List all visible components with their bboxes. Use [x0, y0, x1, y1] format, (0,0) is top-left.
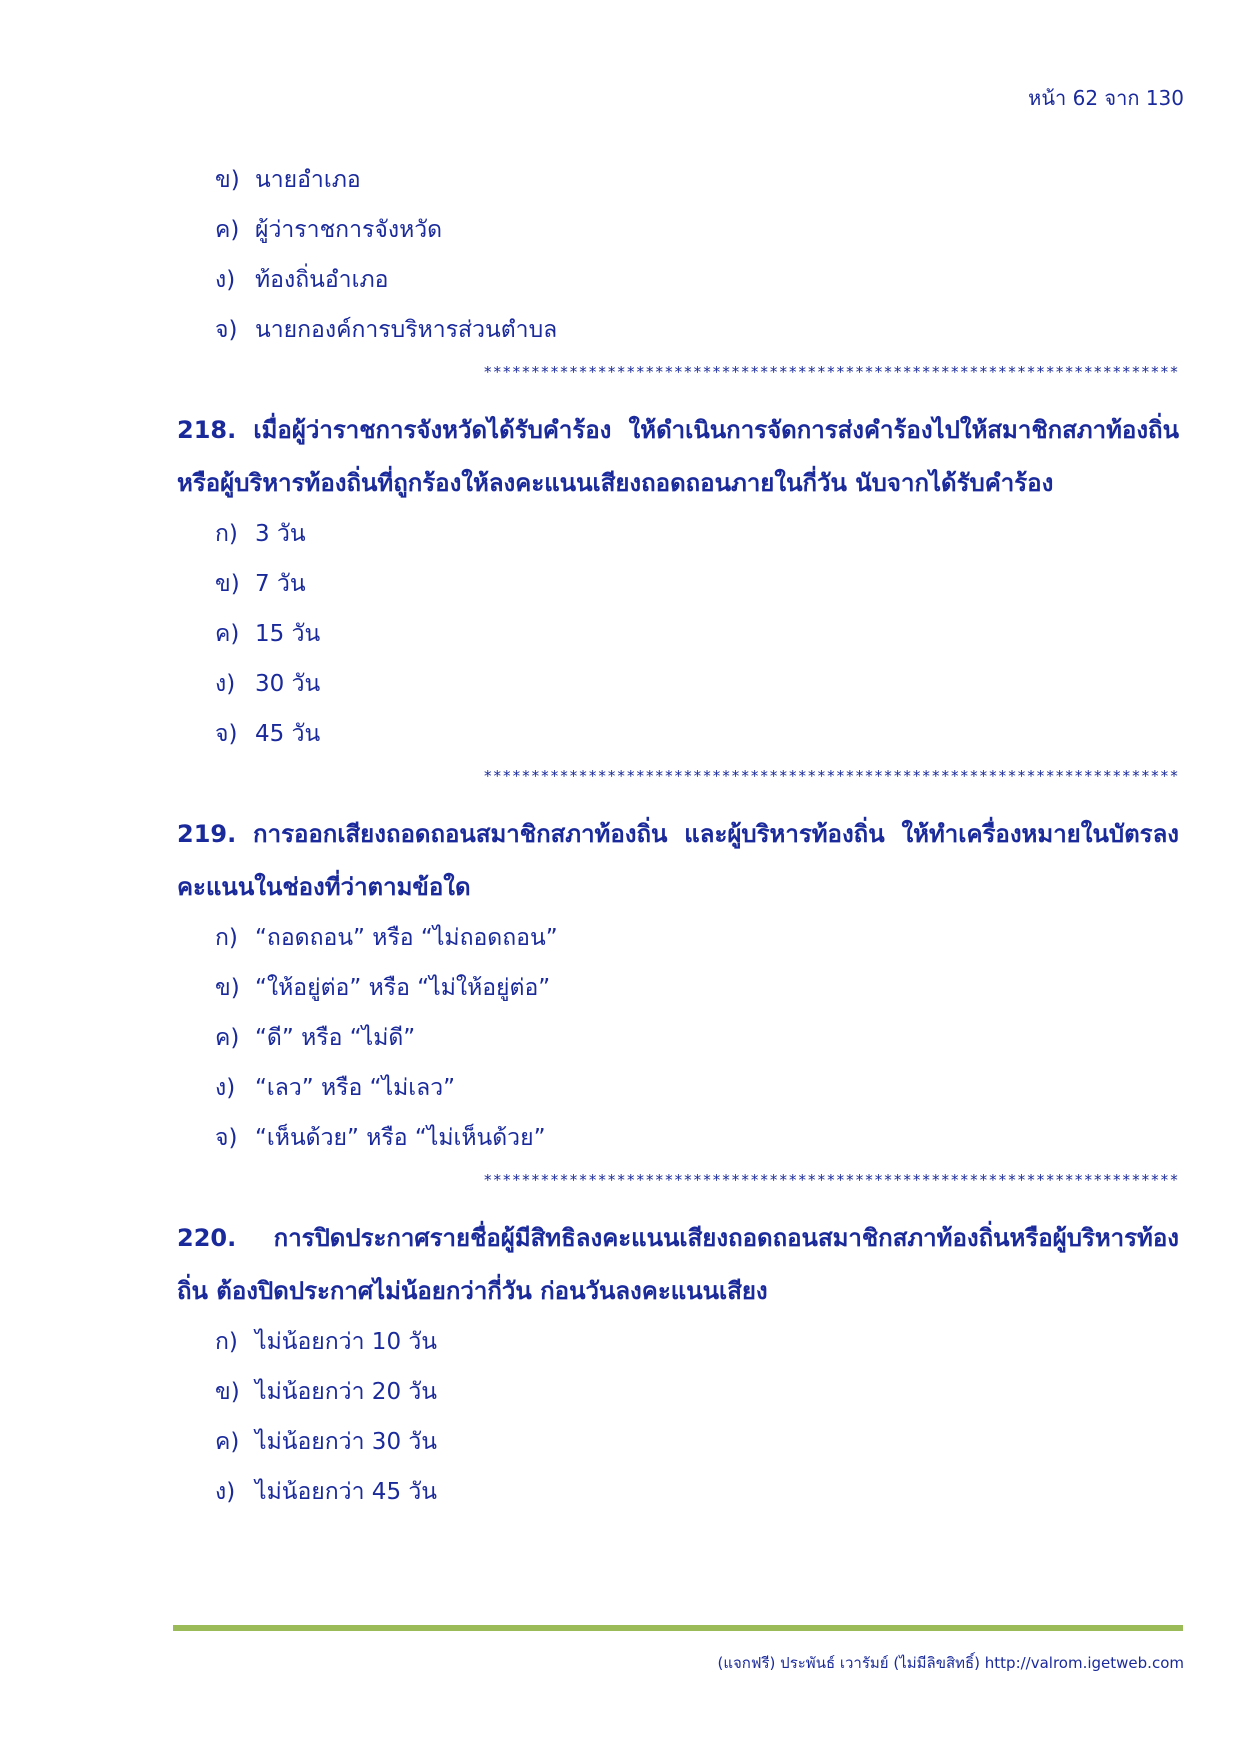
option-text: “ดี” หรือ “ไม่ดี” — [255, 1025, 416, 1051]
option-letter: ข) — [215, 1379, 240, 1405]
option-letter: ข) — [215, 571, 240, 597]
prev-question-options — [177, 160, 1179, 360]
question-220: 220. การปิดประกาศรายชื่อผู้มีสิทธิลงคะแนนเสียงถอดถอนสมาชิกสภาท้องถิ่นหรือผู้บริหารท้องถิ่น ต้องปิดประกาศไม่น้อยกว่ากี่วัน ก่อนวันลงคะแนนเสียง — [177, 1224, 1179, 1305]
question-218: 218. เมื่อผู้ว่าราชการจังหวัดได้รับคำร้อง ให้ดำเนินการจัดการส่งคำร้องไปให้สมาชิกสภาท้องถิ่นหรือผู้บริหารท้องถิ่นที่ถูกร้องให้ลงคะแนนเสียงถอดถอนภายในกี่วัน นับจากได้รับคำร้อง — [177, 416, 1179, 497]
option-text: นายกองค์การบริหารส่วนตำบล — [255, 317, 558, 343]
option — [177, 1118, 1179, 1168]
option-letter: ค) — [215, 621, 240, 647]
question-219: 219. การออกเสียงถอดถอนสมาชิกสภาท้องถิ่น และผู้บริหารท้องถิ่น ให้ทำเครื่องหมายในบัตรลงคะแนนในช่องที่ว่าตามข้อใด — [177, 820, 1179, 901]
option-text: “เลว” หรือ “ไม่เลว” — [255, 1075, 456, 1101]
separator: ************************************************************************* — [483, 1171, 1179, 1189]
separator: ************************************************************************* — [483, 363, 1179, 381]
option-text: ไม่น้อยกว่า 20 วัน — [255, 1379, 438, 1405]
option-letter: ค) — [215, 1025, 240, 1051]
option-text: ไม่น้อยกว่า 30 วัน — [255, 1429, 438, 1455]
option-letter: จ) — [215, 1125, 238, 1151]
option-text: ไม่น้อยกว่า 10 วัน — [255, 1329, 438, 1355]
option — [177, 614, 1179, 664]
page-number: หน้า 62 จาก 130 — [1028, 86, 1184, 110]
question-218-options — [177, 514, 1179, 764]
option-letter: ง) — [215, 1479, 236, 1505]
option-letter: ก) — [215, 925, 238, 951]
option — [177, 664, 1179, 714]
option — [177, 714, 1179, 764]
option-letter: ข) — [215, 167, 240, 193]
option — [177, 260, 1179, 310]
option — [177, 1372, 1179, 1422]
option — [177, 1422, 1179, 1472]
option-letter: จ) — [215, 317, 238, 343]
option — [177, 310, 1179, 360]
option — [177, 918, 1179, 968]
footer-divider — [173, 1625, 1183, 1631]
option — [177, 968, 1179, 1018]
footer-credit: (แจกฟรี) ประพันธ์ เวารัมย์ (ไม่มีลิขสิทธิ์) http://valrom.igetweb.com — [717, 1654, 1184, 1672]
option-text: ผู้ว่าราชการจังหวัด — [255, 217, 443, 243]
option-text: นายอำเภอ — [255, 167, 361, 193]
option-letter: ค) — [215, 217, 240, 243]
option-text: “ให้อยู่ต่อ” หรือ “ไม่ให้อยู่ต่อ” — [255, 975, 551, 1001]
option-letter: ก) — [215, 521, 238, 547]
option-letter: ก) — [215, 1329, 238, 1355]
option — [177, 160, 1179, 210]
option — [177, 564, 1179, 614]
option-text: ท้องถิ่นอำเภอ — [255, 267, 389, 293]
option-text: 30 วัน — [255, 671, 321, 697]
option — [177, 1322, 1179, 1372]
option-text: 3 วัน — [255, 521, 306, 547]
option-letter: ง) — [215, 1075, 236, 1101]
option — [177, 514, 1179, 564]
question-219-options — [177, 918, 1179, 1168]
option — [177, 1068, 1179, 1118]
option-letter: จ) — [215, 721, 238, 747]
option — [177, 1018, 1179, 1068]
separator: ************************************************************************* — [483, 767, 1179, 785]
option-letter: ค) — [215, 1429, 240, 1455]
option-letter: ง) — [215, 671, 236, 697]
option-text: 45 วัน — [255, 721, 321, 747]
option — [177, 1472, 1179, 1522]
option-letter: ข) — [215, 975, 240, 1001]
option-letter: ง) — [215, 267, 236, 293]
option-text: 15 วัน — [255, 621, 321, 647]
option — [177, 210, 1179, 260]
page-content — [177, 160, 1179, 1522]
option-text: 7 วัน — [255, 571, 306, 597]
question-220-options — [177, 1322, 1179, 1522]
option-text: “เห็นด้วย” หรือ “ไม่เห็นด้วย” — [255, 1125, 546, 1151]
option-text: “ถอดถอน” หรือ “ไม่ถอดถอน” — [255, 925, 558, 951]
option-text: ไม่น้อยกว่า 45 วัน — [255, 1479, 438, 1505]
